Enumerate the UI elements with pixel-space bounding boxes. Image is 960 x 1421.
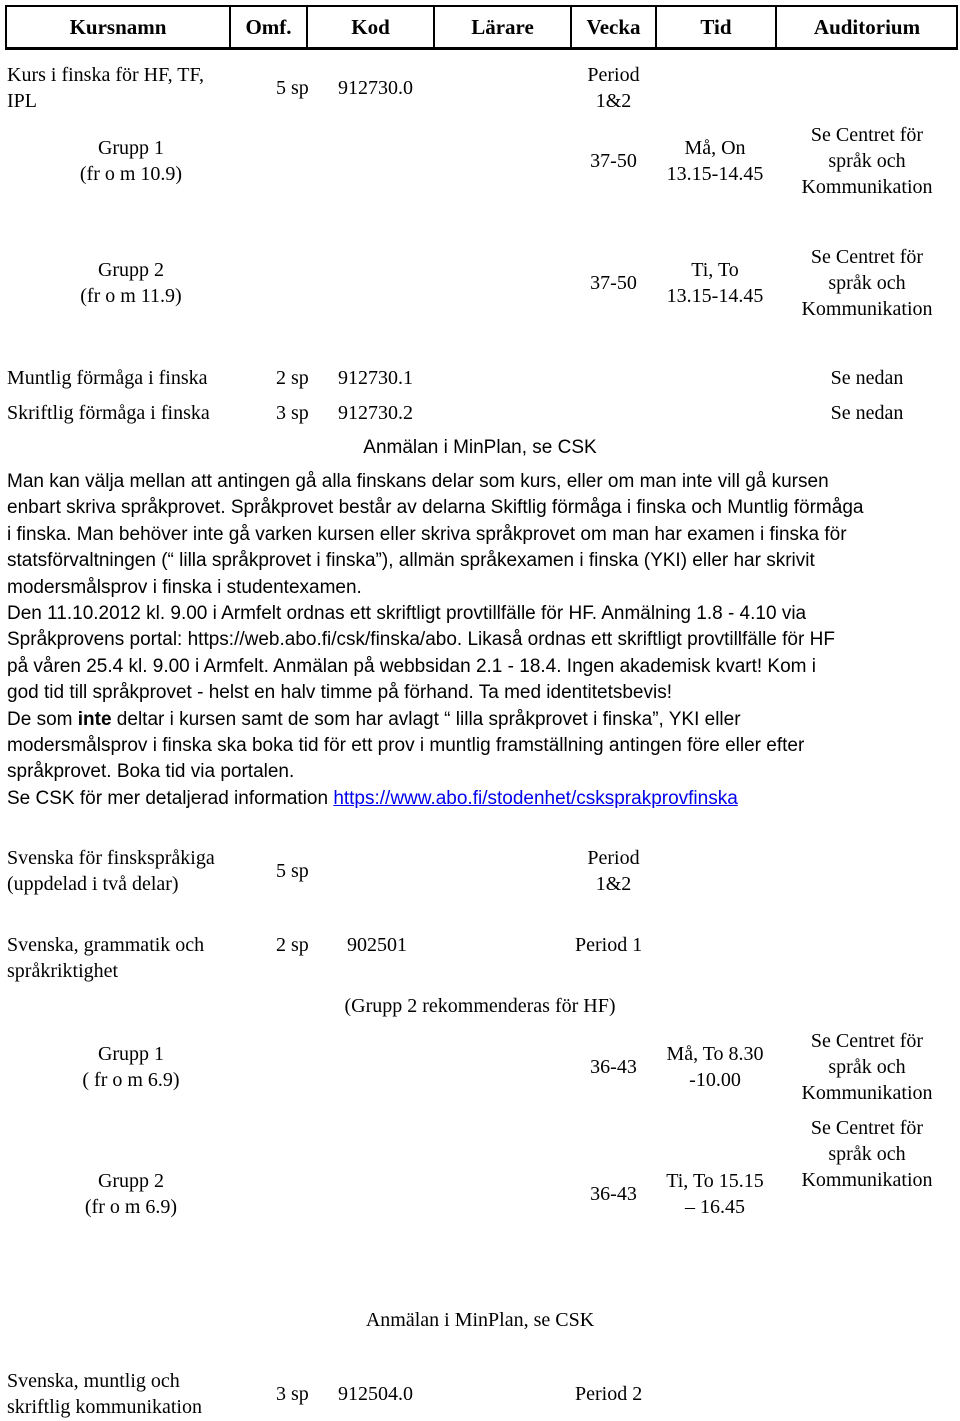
info-line: Man kan välja mellan att antingen gå alla finskans delar som kurs, eller om man inte vill gå kursen — [7, 471, 829, 492]
course3-name-line1: Svenska, grammatik och — [7, 934, 205, 956]
c3-g2-start: (fr o m 6.9) — [84, 1196, 178, 1218]
c3-g2-weeks: 36-43 — [590, 1183, 637, 1205]
c3-g1-aud1: Se Centret för — [810, 1030, 924, 1052]
c3-g1-aud2: språk och — [828, 1056, 906, 1078]
course1-period-line1: Period — [587, 64, 640, 86]
course4-omf: 3 sp — [276, 1383, 309, 1405]
c1-g1-time: 13.15-14.45 — [666, 163, 764, 185]
c1-g2-days: Ti, To — [691, 259, 739, 281]
course1-code: 912730.0 — [338, 77, 413, 99]
info-line: modersmålsprov i finska i studentexamen. — [7, 576, 362, 598]
c1-g1-days: Må, On — [684, 137, 746, 159]
course2-period-line2: 1&2 — [595, 873, 632, 895]
c1-g2-aud2: språk och — [828, 272, 906, 294]
course3-name-line2: språkriktighet — [7, 960, 119, 982]
registration-note-2: Anmälan i MinPlan, se CSK — [365, 1309, 595, 1331]
course1-name-line1: Kurs i finska för HF, TF, — [7, 64, 204, 86]
c1-g1-aud2: språk och — [828, 150, 906, 172]
c3-g1-aud3: Kommunikation — [801, 1082, 933, 1104]
c1-g2-name: Grupp 2 — [97, 259, 165, 281]
course4-name-line1: Svenska, muntlig och — [7, 1370, 180, 1392]
info-line — [7, 786, 957, 812]
sub1-aud: Se nedan — [830, 367, 904, 389]
c1-g2-weeks: 37-50 — [590, 272, 637, 294]
info-line: Språkprovens portal: https://web.abo.fi/csk/finska/abo. Likaså ordnas ett skriftligt provtillfälle för HF — [7, 629, 835, 651]
c1-g1-aud3: Kommunikation — [801, 176, 933, 198]
course4-code: 912504.0 — [338, 1383, 413, 1405]
c1-g1-aud1: Se Centret för — [810, 124, 924, 146]
c3-g2-aud1: Se Centret för — [810, 1117, 924, 1139]
col-vecka: Vecka — [586, 15, 641, 39]
col-kursnamn: Kursnamn — [69, 15, 167, 39]
sub1-omf: 2 sp — [276, 367, 309, 389]
c1-g2-aud1: Se Centret för — [810, 246, 924, 268]
c3-g1-time2: -10.00 — [689, 1069, 741, 1091]
c3-g1-weeks: 36-43 — [590, 1056, 637, 1078]
info-line: på våren 25.4 kl. 9.00 i Armfelt. Anmälan på webbsidan 2.1 - 18.4. Ingen akademisk kvart! Kom i — [7, 655, 817, 677]
c3-g2-aud3: Kommunikation — [801, 1169, 933, 1191]
sub1-code: 912730.1 — [338, 367, 413, 389]
c1-g1-name: Grupp 1 — [97, 137, 165, 159]
course1-name-line2: IPL — [7, 90, 37, 112]
course3-code: 902501 — [347, 934, 407, 956]
course4-period: Period 2 — [575, 1383, 643, 1405]
c1-g2-start: (fr o m 11.9) — [80, 285, 182, 307]
csk-info-link[interactable]: https://www.abo.fi/stodenhet/csksprakprovfinska — [333, 787, 738, 809]
course1-omf: 5 sp — [276, 77, 309, 99]
info-line: Den 11.10.2012 kl. 9.00 i Armfelt ordnas ett skriftligt provtillfälle för HF. Anmälning 1.8 - 4.10 via — [7, 603, 807, 625]
info-line: modersmålsprov i finska ska boka tid för ett prov i muntlig framställning antingen före eller efter — [7, 735, 805, 757]
c1-g2-aud3: Kommunikation — [801, 298, 933, 320]
sub2-name: Skriftlig förmåga i finska — [7, 402, 210, 424]
col-tid: Tid — [700, 15, 732, 39]
info-text: De som — [7, 708, 78, 730]
sub2-code: 912730.2 — [338, 402, 413, 424]
info-line — [7, 707, 957, 733]
sub2-omf: 3 sp — [276, 402, 309, 424]
course3-omf: 2 sp — [276, 934, 309, 956]
info-line: språkprovet. Boka tid via portalen. — [7, 761, 295, 783]
c3-g1-start: ( fr o m 6.9) — [82, 1069, 180, 1091]
info-paragraph — [7, 469, 957, 812]
sub1-name: Muntlig förmåga i finska — [7, 367, 208, 389]
info-line: enbart skriva språkprovet. Språkprovet består av delarna Skiftlig förmåga i finska och Muntlig förmåga — [7, 497, 864, 519]
c1-g1-weeks: 37-50 — [590, 150, 637, 172]
course1-period-line2: 1&2 — [595, 90, 632, 112]
course4-name-line2: skriftlig kommunikation — [7, 1396, 202, 1418]
course2-name-line2: (uppdelad i två delar) — [7, 873, 179, 895]
col-larare: Lärare — [471, 15, 534, 39]
info-text: deltar i kursen samt de som har avlagt “ lilla språkprovet i finska”, YKI eller — [111, 708, 741, 730]
c3-g2-aud2: språk och — [828, 1143, 906, 1165]
course3-note: (Grupp 2 rekommenderas för HF) — [344, 995, 616, 1017]
c1-g2-time: 13.15-14.45 — [666, 285, 764, 307]
c3-g1-time1: Må, To 8.30 — [666, 1043, 764, 1065]
c3-g2-name: Grupp 2 — [97, 1170, 165, 1192]
course2-name-line1: Svenska för finskspråkiga — [7, 847, 215, 869]
c1-g1-start: (fr o m 10.9) — [79, 163, 183, 185]
course2-omf: 5 sp — [276, 860, 309, 882]
registration-note-1: Anmälan i MinPlan, se CSK — [363, 437, 597, 458]
c3-g2-time2: – 16.45 — [685, 1196, 745, 1218]
col-kod: Kod — [351, 15, 390, 39]
info-line: i finska. Man behöver inte gå varken kursen eller skriva språkprovet om man har examen i finska för — [7, 523, 847, 545]
c3-g1-name: Grupp 1 — [97, 1043, 165, 1065]
sub2-aud: Se nedan — [830, 402, 904, 424]
col-omf: Omf. — [245, 15, 292, 39]
info-text: Se CSK för mer detaljerad information — [7, 787, 334, 809]
col-auditorium: Auditorium — [813, 15, 921, 39]
course2-period-line1: Period — [587, 847, 640, 869]
info-line: statsförvaltningen (“ lilla språkprovet i finska”), allmän språkexamen i finska (YKI) eller har skrivit — [7, 550, 815, 572]
c3-g2-time1: Ti, To 15.15 — [666, 1170, 764, 1192]
info-emphasis: inte — [77, 708, 112, 730]
info-line: god tid till språkprovet - helst en halv timme på förhand. Ta med identitetsbevis! — [7, 682, 672, 704]
course3-period: Period 1 — [575, 934, 643, 956]
